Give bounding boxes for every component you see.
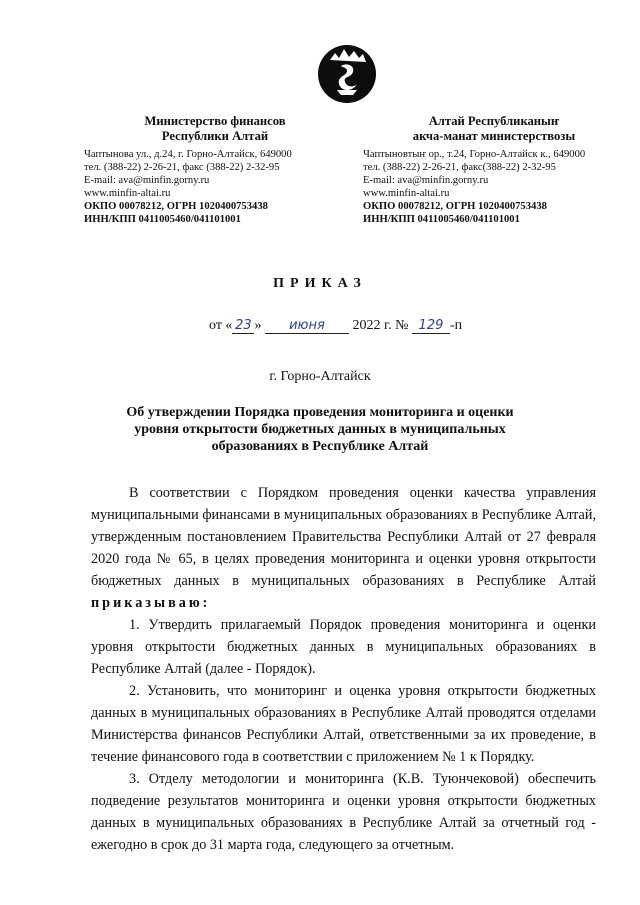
order-word: приказываю:: [91, 595, 211, 611]
order-day: 23: [232, 319, 254, 334]
intro-paragraph: В соответствии с Порядком проведения оценки качества управления муниципальными финансами в муниципальных образованиях в Республике Алтай, утвержденным постановлением Правительства Республики Алтай от 27 февраля 2020 года № 65, в целях проведения мониторинга и оценки уровня открытости бюджетных данных в муниципальных образованиях в Республике Алтай приказываю:: [91, 485, 596, 611]
order-date-number: от « 23 » июня 2022 г. № 129 -п: [209, 318, 463, 333]
document-title: ПРИКАЗ: [273, 276, 367, 291]
org-name-alt: Алтай Республиканыҥ акча-манат министерствозы: [412, 114, 576, 143]
order-month: июня: [265, 319, 349, 334]
org-address-alt: Чаптыновтыҥ ор., т.24, Горно-Алтайск к., 649000 тел. (388-22) 2-26-21, факс(388-22) 2-32-95 E-mail: ava@minfin.gorny.ru www.minfin-altai.ru ОКПО 00078212, ОГРН 1020400753438 ИНН/КПП 0411005460/041101001: [363, 149, 586, 225]
org-address-ru: Чаптынова ул., д.24, г. Горно-Алтайск, 649000 тел. (388-22) 2-26-21, факс (388-22) 2-32-95 E-mail: ava@minfin.gorny.ru www.minfin-altai.ru ОКПО 00078212, ОГРН 1020400753438 ИНН/КПП 0411005460/041101001: [84, 149, 292, 225]
header-left: [84, 114, 346, 226]
order-body: [91, 482, 596, 856]
altai-emblem-icon: [317, 40, 377, 106]
order-item: 3. Отделу методологии и мониторинга (К.В. Туюнчековой) обеспечить подведение результатов мониторинга и оценки уровня открытости бюджетных данных в муниципальных образованиях в Республике Алтай за отчетный год - ежегодно в срок до 31 марта года, следующего за отчетным.: [91, 771, 596, 853]
org-name-ru: Министерство финансов Республики Алтай: [144, 114, 286, 143]
order-item: 2. Установить, что мониторинг и оценка уровня открытости бюджетных данных в муниципальных образованиях в Республике Алтай проводятся отделами Министерства финансов Республики Алтай, ответственными за их проведение, в течение финансового года в соответствии с приложением № 1 к Порядку.: [91, 683, 596, 765]
order-item: 1. Утвердить прилагаемый Порядок проведения мониторинга и оценки уровня открытости бюджетных данных в муниципальных образованиях в Республике Алтай (далее - Порядок).: [91, 617, 596, 677]
header-right: [363, 114, 625, 226]
order-subject: Об утверждении Порядка проведения мониторинга и оценки уровня открытости бюджетных данных в муниципальных образованиях в Республике Алтай: [126, 405, 514, 454]
order-number: 129: [412, 319, 450, 334]
city: г. Горно-Алтайск: [269, 369, 371, 384]
